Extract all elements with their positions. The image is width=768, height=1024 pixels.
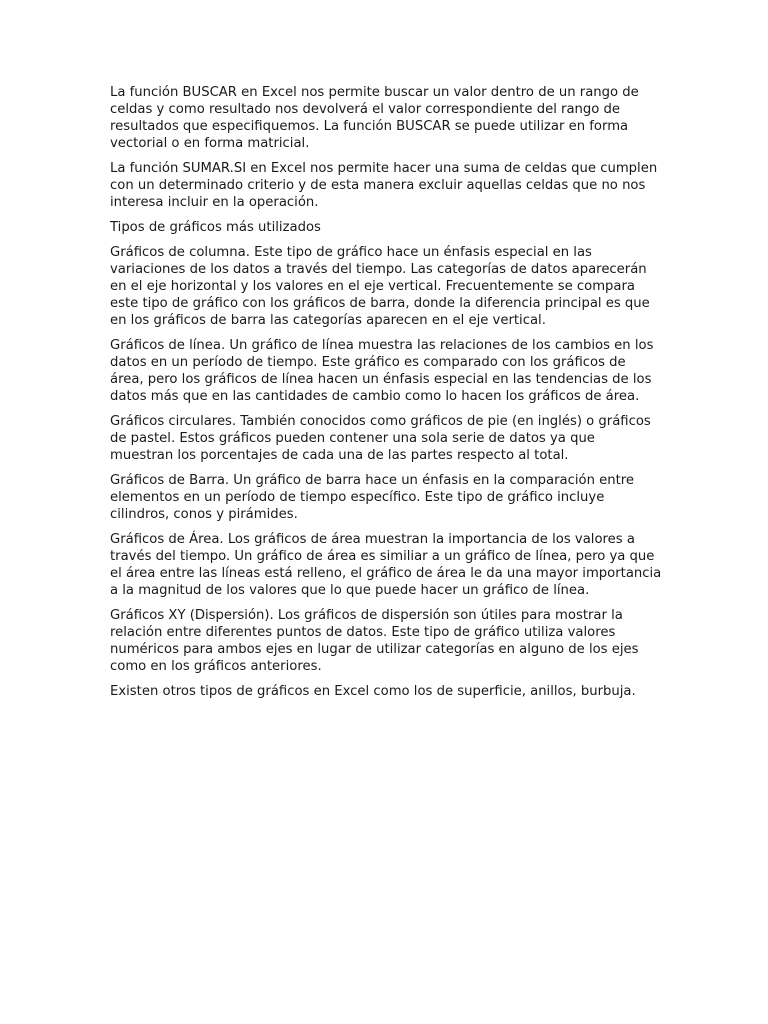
document-body bbox=[110, 84, 662, 708]
paragraph-area-charts: Gráficos de Área. Los gráficos de área muestran la importancia de los valores a través del tiempo. Un gráfico de área es similiar a un gráfico de línea, pero ya que el área entre las líneas está relleno, el gráfico de área le da una mayor importancia a la magnitud de los valores que lo que puede hacer un gráfico de línea. bbox=[110, 532, 662, 598]
paragraph-line-charts: Gráficos de línea. Un gráfico de línea muestra las relaciones de los cambios en los datos en un período de tiempo. Este gráfico es comparado con los gráficos de área, pero los gráficos de línea hacen un énfasis especial en las tendencias de los datos más que en las cantidades de cambio como lo hacen los gráficos de área. bbox=[110, 338, 654, 404]
paragraph-column-charts: Gráficos de columna. Este tipo de gráfico hace un énfasis especial en las variaciones de los datos a través del tiempo. Las categorías de datos aparecerán en el eje horizontal y los valores en el eje vertical. Frecuentemente se compara este tipo de gráfico con los gráficos de barra, donde la diferencia principal es que en los gráficos de barra las categorías aparecen en el eje vertical. bbox=[110, 245, 650, 328]
paragraph-pie-charts: Gráficos circulares. También conocidos como gráficos de pie (en inglés) o gráficos de pastel. Estos gráficos pueden contener una sola serie de datos ya que muestran los porcentajes de cada una de las partes respecto al total. bbox=[110, 414, 651, 463]
paragraph-buscar: La función BUSCAR en Excel nos permite buscar un valor dentro de un rango de celdas y como resultado nos devolverá el valor correspondiente del rango de resultados que especifiquemos. La función BUSCAR se puede utilizar en forma vectorial o en forma matricial. bbox=[110, 85, 639, 151]
paragraph-other-charts: Existen otros tipos de gráficos en Excel como los de superficie, anillos, burbuja. bbox=[110, 684, 636, 699]
section-heading-chart-types: Tipos de gráficos más utilizados bbox=[110, 220, 321, 235]
paragraph-bar-charts: Gráficos de Barra. Un gráfico de barra hace un énfasis en la comparación entre elementos en un período de tiempo específico. Este tipo de gráfico incluye cilindros, conos y pirámides. bbox=[110, 473, 635, 522]
paragraph-xy-scatter-charts: Gráficos XY (Dispersión). Los gráficos de dispersión son útiles para mostrar la relación entre diferentes puntos de datos. Este tipo de gráfico utiliza valores numéricos para ambos ejes en lugar de utilizar categorías en alguno de los ejes como en los gráficos anteriores. bbox=[110, 608, 639, 674]
paragraph-sumar-si: La función SUMAR.SI en Excel nos permite hacer una suma de celdas que cumplen con un determinado criterio y de esta manera excluir aquellas celdas que no nos interesa incluir en la operación. bbox=[110, 161, 658, 210]
